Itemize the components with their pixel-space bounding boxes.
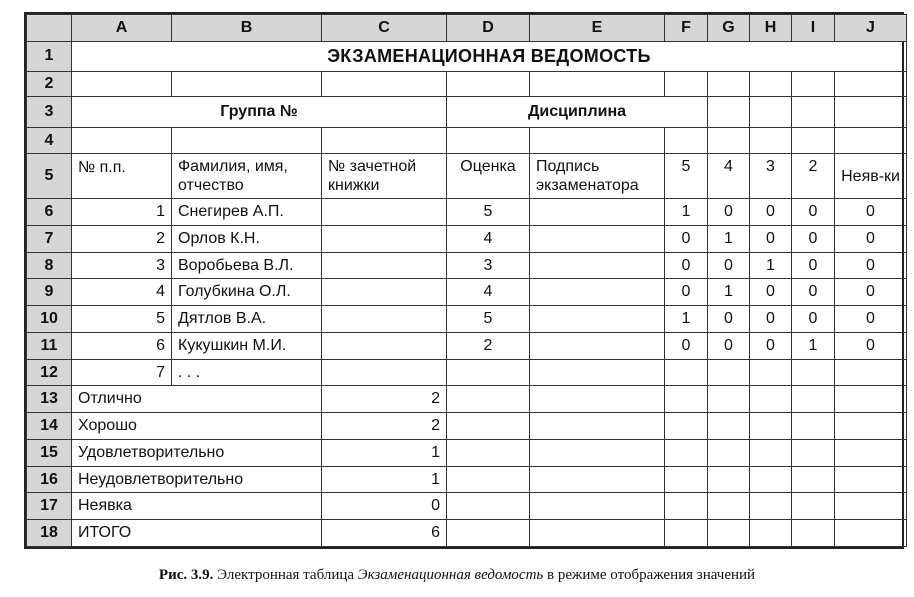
- cell[interactable]: [665, 520, 708, 547]
- cell[interactable]: [708, 466, 750, 493]
- table-row: [27, 306, 907, 333]
- cell[interactable]: [792, 128, 835, 154]
- cell[interactable]: [447, 439, 530, 466]
- cell[interactable]: [792, 386, 835, 413]
- spreadsheet: [24, 12, 904, 549]
- cell[interactable]: [530, 466, 665, 493]
- cell[interactable]: [665, 466, 708, 493]
- cell[interactable]: [708, 71, 750, 97]
- column-header-row: [27, 15, 907, 42]
- cell[interactable]: [530, 71, 665, 97]
- row-1: [27, 41, 907, 71]
- cell[interactable]: [835, 413, 907, 440]
- count-3[interactable]: 0: [750, 332, 792, 359]
- row-header[interactable]: 7: [27, 225, 72, 252]
- cell[interactable]: [322, 332, 447, 359]
- row-header[interactable]: 18: [27, 520, 72, 547]
- cell[interactable]: [447, 466, 530, 493]
- caption-italic: Экзаменационная ведомость: [357, 567, 544, 583]
- header-number[interactable]: № п.п.: [72, 153, 172, 198]
- summary-row: [27, 439, 907, 466]
- cell[interactable]: [750, 413, 792, 440]
- count-2[interactable]: 0: [792, 225, 835, 252]
- summary-value[interactable]: 0: [322, 493, 447, 520]
- caption-text-end: в режиме отображения значений: [547, 567, 756, 583]
- cell[interactable]: [530, 413, 665, 440]
- cell[interactable]: [72, 128, 172, 154]
- student-name[interactable]: Дятлов В.А.: [172, 306, 322, 333]
- column-header-i[interactable]: I: [792, 15, 835, 42]
- cell[interactable]: [322, 359, 447, 386]
- cell[interactable]: [447, 493, 530, 520]
- column-header-b[interactable]: B: [172, 15, 322, 42]
- cell[interactable]: [708, 359, 750, 386]
- cell[interactable]: [750, 359, 792, 386]
- row-header[interactable]: 13: [27, 386, 72, 413]
- count-2[interactable]: 0: [792, 252, 835, 279]
- row-header[interactable]: 14: [27, 413, 72, 440]
- cell[interactable]: [322, 252, 447, 279]
- count-2[interactable]: 0: [792, 306, 835, 333]
- summary-row: [27, 386, 907, 413]
- header-grade[interactable]: Оценка: [447, 153, 530, 198]
- cell[interactable]: [322, 128, 447, 154]
- cell[interactable]: [665, 128, 708, 154]
- cell[interactable]: [835, 128, 907, 154]
- cell[interactable]: [750, 386, 792, 413]
- cell[interactable]: [708, 128, 750, 154]
- student-grade[interactable]: 2: [447, 332, 530, 359]
- cell[interactable]: [750, 71, 792, 97]
- summary-row: [27, 493, 907, 520]
- row-header[interactable]: 8: [27, 252, 72, 279]
- count-4[interactable]: 0: [708, 199, 750, 226]
- cell[interactable]: [530, 279, 665, 306]
- cell[interactable]: [835, 466, 907, 493]
- cell[interactable]: [530, 252, 665, 279]
- cell[interactable]: [665, 413, 708, 440]
- row-header[interactable]: 12: [27, 359, 72, 386]
- cell[interactable]: [530, 386, 665, 413]
- summary-row: [27, 520, 907, 547]
- summary-value[interactable]: 6: [322, 520, 447, 547]
- header-count-2[interactable]: 2: [792, 153, 835, 198]
- cell[interactable]: [835, 493, 907, 520]
- cell[interactable]: [750, 97, 792, 128]
- cell[interactable]: [530, 520, 665, 547]
- column-header-e[interactable]: E: [530, 15, 665, 42]
- count-3[interactable]: 0: [750, 225, 792, 252]
- cell[interactable]: [322, 306, 447, 333]
- student-grade[interactable]: 4: [447, 225, 530, 252]
- count-4[interactable]: 0: [708, 306, 750, 333]
- cell[interactable]: [792, 439, 835, 466]
- student-grade[interactable]: 4: [447, 279, 530, 306]
- cell[interactable]: [322, 225, 447, 252]
- student-number[interactable]: 5: [72, 306, 172, 333]
- cell[interactable]: [708, 413, 750, 440]
- cell[interactable]: [530, 225, 665, 252]
- column-header-j[interactable]: J: [835, 15, 907, 42]
- summary-label[interactable]: Отлично: [72, 386, 322, 413]
- count-absent[interactable]: 0: [835, 332, 907, 359]
- column-header-g[interactable]: G: [708, 15, 750, 42]
- cell[interactable]: [530, 439, 665, 466]
- count-4[interactable]: 1: [708, 279, 750, 306]
- header-absent[interactable]: Неяв-ки: [835, 153, 907, 198]
- count-5[interactable]: 0: [665, 332, 708, 359]
- row-header[interactable]: 17: [27, 493, 72, 520]
- header-count-4[interactable]: 4: [708, 153, 750, 198]
- cell[interactable]: [530, 306, 665, 333]
- summary-row: [27, 466, 907, 493]
- table-row: [27, 332, 907, 359]
- header-signature[interactable]: Подпись экзаменатора: [530, 153, 665, 198]
- corner-cell[interactable]: [27, 15, 72, 42]
- summary-label[interactable]: Неудовлетворительно: [72, 466, 322, 493]
- column-header-f[interactable]: F: [665, 15, 708, 42]
- group-label[interactable]: Группа №: [72, 97, 447, 128]
- discipline-label[interactable]: Дисциплина: [447, 97, 708, 128]
- row-header[interactable]: 1: [27, 41, 72, 71]
- cell[interactable]: [792, 71, 835, 97]
- cell[interactable]: [792, 520, 835, 547]
- row-3: [27, 97, 907, 128]
- figure-caption: [0, 567, 914, 584]
- row-header[interactable]: 15: [27, 439, 72, 466]
- row-header[interactable]: 10: [27, 306, 72, 333]
- column-header-h[interactable]: H: [750, 15, 792, 42]
- student-name[interactable]: Снегирев А.П.: [172, 199, 322, 226]
- count-absent[interactable]: 0: [835, 252, 907, 279]
- count-3[interactable]: 0: [750, 306, 792, 333]
- count-2[interactable]: 1: [792, 332, 835, 359]
- student-grade[interactable]: 3: [447, 252, 530, 279]
- cell[interactable]: [447, 359, 530, 386]
- cell[interactable]: [708, 97, 750, 128]
- student-name[interactable]: Голубкина О.Л.: [172, 279, 322, 306]
- count-5[interactable]: 0: [665, 252, 708, 279]
- row-header[interactable]: 11: [27, 332, 72, 359]
- cell[interactable]: [322, 199, 447, 226]
- table-row: [27, 279, 907, 306]
- count-4[interactable]: 0: [708, 332, 750, 359]
- cell[interactable]: [792, 359, 835, 386]
- cell[interactable]: [72, 71, 172, 97]
- cell[interactable]: [792, 466, 835, 493]
- caption-prefix: Рис. 3.9.: [158, 567, 214, 583]
- cell[interactable]: [708, 493, 750, 520]
- student-name[interactable]: Орлов К.Н.: [172, 225, 322, 252]
- summary-label[interactable]: ИТОГО: [72, 520, 322, 547]
- cell[interactable]: [530, 493, 665, 520]
- summary-value[interactable]: 2: [322, 386, 447, 413]
- summary-label[interactable]: Удовлетворительно: [72, 439, 322, 466]
- cell[interactable]: [708, 520, 750, 547]
- cell[interactable]: [447, 128, 530, 154]
- cell[interactable]: [750, 128, 792, 154]
- summary-value[interactable]: 1: [322, 466, 447, 493]
- student-number[interactable]: 7: [72, 359, 172, 386]
- header-name[interactable]: Фамилия, имя, отчество: [172, 153, 322, 198]
- cell[interactable]: [792, 413, 835, 440]
- column-header-c[interactable]: C: [322, 15, 447, 42]
- count-3[interactable]: 1: [750, 252, 792, 279]
- count-absent[interactable]: 0: [835, 306, 907, 333]
- cell[interactable]: [530, 332, 665, 359]
- cell[interactable]: [530, 128, 665, 154]
- cell[interactable]: [665, 386, 708, 413]
- cell[interactable]: [792, 97, 835, 128]
- cell[interactable]: [322, 279, 447, 306]
- row-header[interactable]: 6: [27, 199, 72, 226]
- count-absent[interactable]: 0: [835, 225, 907, 252]
- spreadsheet-table: [26, 14, 907, 547]
- summary-row: [27, 413, 907, 440]
- cell[interactable]: [530, 199, 665, 226]
- header-record-book[interactable]: № зачетной книжки: [322, 153, 447, 198]
- ellipsis-cell[interactable]: . . .: [172, 359, 322, 386]
- cell[interactable]: [665, 439, 708, 466]
- table-row: [27, 199, 907, 226]
- cell[interactable]: [792, 493, 835, 520]
- student-number[interactable]: 4: [72, 279, 172, 306]
- cell[interactable]: [447, 413, 530, 440]
- count-4[interactable]: 1: [708, 225, 750, 252]
- cell[interactable]: [665, 71, 708, 97]
- cell[interactable]: [447, 520, 530, 547]
- row-header[interactable]: 4: [27, 128, 72, 154]
- row-5: [27, 153, 907, 198]
- row-header[interactable]: 16: [27, 466, 72, 493]
- cell[interactable]: [835, 359, 907, 386]
- student-number[interactable]: 3: [72, 252, 172, 279]
- cell[interactable]: [835, 71, 907, 97]
- row-header[interactable]: 3: [27, 97, 72, 128]
- count-absent[interactable]: 0: [835, 199, 907, 226]
- row-header[interactable]: 5: [27, 153, 72, 198]
- column-header-d[interactable]: D: [447, 15, 530, 42]
- count-3[interactable]: 0: [750, 199, 792, 226]
- cell[interactable]: [172, 71, 322, 97]
- caption-text: Электронная таблица: [217, 567, 355, 583]
- count-2[interactable]: 0: [792, 199, 835, 226]
- summary-value[interactable]: 2: [322, 413, 447, 440]
- cell[interactable]: [665, 493, 708, 520]
- summary-label[interactable]: Хорошо: [72, 413, 322, 440]
- cell[interactable]: [530, 359, 665, 386]
- student-number[interactable]: 1: [72, 199, 172, 226]
- table-row: [27, 252, 907, 279]
- count-3[interactable]: 0: [750, 279, 792, 306]
- cell[interactable]: [708, 439, 750, 466]
- summary-label[interactable]: Неявка: [72, 493, 322, 520]
- header-count-5[interactable]: 5: [665, 153, 708, 198]
- column-header-a[interactable]: A: [72, 15, 172, 42]
- cell[interactable]: [172, 128, 322, 154]
- cell[interactable]: [447, 386, 530, 413]
- count-2[interactable]: 0: [792, 279, 835, 306]
- cell[interactable]: [447, 71, 530, 97]
- row-header[interactable]: 9: [27, 279, 72, 306]
- student-name[interactable]: Кукушкин М.И.: [172, 332, 322, 359]
- student-number[interactable]: 2: [72, 225, 172, 252]
- count-5[interactable]: 0: [665, 225, 708, 252]
- header-count-3[interactable]: 3: [750, 153, 792, 198]
- student-name[interactable]: Воробьева В.Л.: [172, 252, 322, 279]
- cell[interactable]: [835, 520, 907, 547]
- cell[interactable]: [835, 97, 907, 128]
- row-12: [27, 359, 907, 386]
- student-grade[interactable]: 5: [447, 306, 530, 333]
- count-5[interactable]: 0: [665, 279, 708, 306]
- count-5[interactable]: 1: [665, 199, 708, 226]
- table-row: [27, 225, 907, 252]
- student-number[interactable]: 6: [72, 332, 172, 359]
- sheet-title[interactable]: ЭКЗАМЕНАЦИОННАЯ ВЕДОМОСТЬ: [72, 41, 907, 71]
- cell[interactable]: [750, 439, 792, 466]
- student-grade[interactable]: 5: [447, 199, 530, 226]
- cell[interactable]: [708, 386, 750, 413]
- cell[interactable]: [835, 439, 907, 466]
- cell[interactable]: [322, 71, 447, 97]
- count-absent[interactable]: 0: [835, 279, 907, 306]
- count-5[interactable]: 1: [665, 306, 708, 333]
- cell[interactable]: [750, 493, 792, 520]
- cell[interactable]: [750, 520, 792, 547]
- row-header[interactable]: 2: [27, 71, 72, 97]
- count-4[interactable]: 0: [708, 252, 750, 279]
- row-2: [27, 71, 907, 97]
- cell[interactable]: [835, 386, 907, 413]
- row-4: [27, 128, 907, 154]
- summary-value[interactable]: 1: [322, 439, 447, 466]
- cell[interactable]: [665, 359, 708, 386]
- cell[interactable]: [750, 466, 792, 493]
